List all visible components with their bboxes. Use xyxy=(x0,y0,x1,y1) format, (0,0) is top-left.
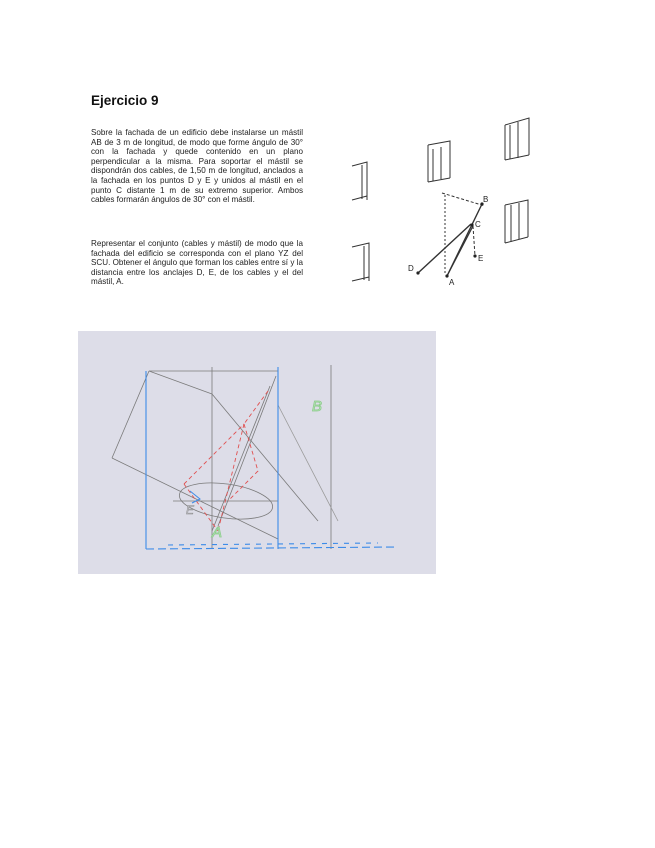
facade-mast-sketch xyxy=(345,113,560,298)
blue-ground-line-2 xyxy=(168,543,378,545)
cable-red-2 xyxy=(218,424,244,531)
label-b-cad: B xyxy=(312,398,323,415)
problem-statement-paragraph: Sobre la fachada de un edificio debe instalarse un mástil AB de 3 m de longitud, de modo que forme ángulo de 30° con la fachada y quede contenido en un plano perpendicular a la misma. Para soportar el mástil se dispondrán dos cables, de 1,50 m de longitud, anclados a la fachada en los puntos D y E y unidos al mástil en el punto C distante 1 m de su extremo superior. Ambos cables formarán ángulos de 30° con el mástil. xyxy=(91,128,303,205)
point-c xyxy=(470,223,473,226)
exercise-title: Ejercicio 9 xyxy=(91,93,159,108)
bottom-slant-edge xyxy=(112,458,278,539)
cable-red-1 xyxy=(184,424,244,484)
label-c: C xyxy=(475,220,481,229)
window-top-center xyxy=(428,141,450,182)
label-d: D xyxy=(408,264,414,273)
point-e xyxy=(473,254,476,257)
cable-red-5 xyxy=(244,391,268,424)
mast-outline-2 xyxy=(212,386,270,531)
diagonal-line xyxy=(278,405,338,521)
label-a: A xyxy=(449,278,455,287)
blue-ground-line xyxy=(146,547,396,549)
window-middle-left xyxy=(352,162,367,200)
construction-line xyxy=(442,193,485,206)
cad-drawing xyxy=(78,331,436,574)
label-e: E xyxy=(478,254,484,263)
task-paragraph: Representar el conjunto (cables y mástil) de modo que la fachada del edificio se corresponda con el plano YZ del SCU. Obtener el ángulo que forman los cables entre sí y la distancia entre los anclajes D, E, de los cables y el del mástil, A. xyxy=(91,239,303,287)
left-slant-edge xyxy=(112,371,149,458)
point-d xyxy=(416,271,419,274)
label-a-cad: A xyxy=(212,524,223,541)
mast-outline xyxy=(218,376,276,526)
label-b: B xyxy=(483,195,489,204)
perspective-line-1 xyxy=(149,371,212,394)
label-e-cad: E xyxy=(186,503,195,517)
window-top-right xyxy=(505,118,529,160)
window-middle-right xyxy=(505,200,528,243)
perspective-line-2 xyxy=(212,394,318,521)
cable-e xyxy=(473,226,475,256)
window-bottom-left xyxy=(352,243,369,281)
cad-model-view xyxy=(78,331,436,574)
